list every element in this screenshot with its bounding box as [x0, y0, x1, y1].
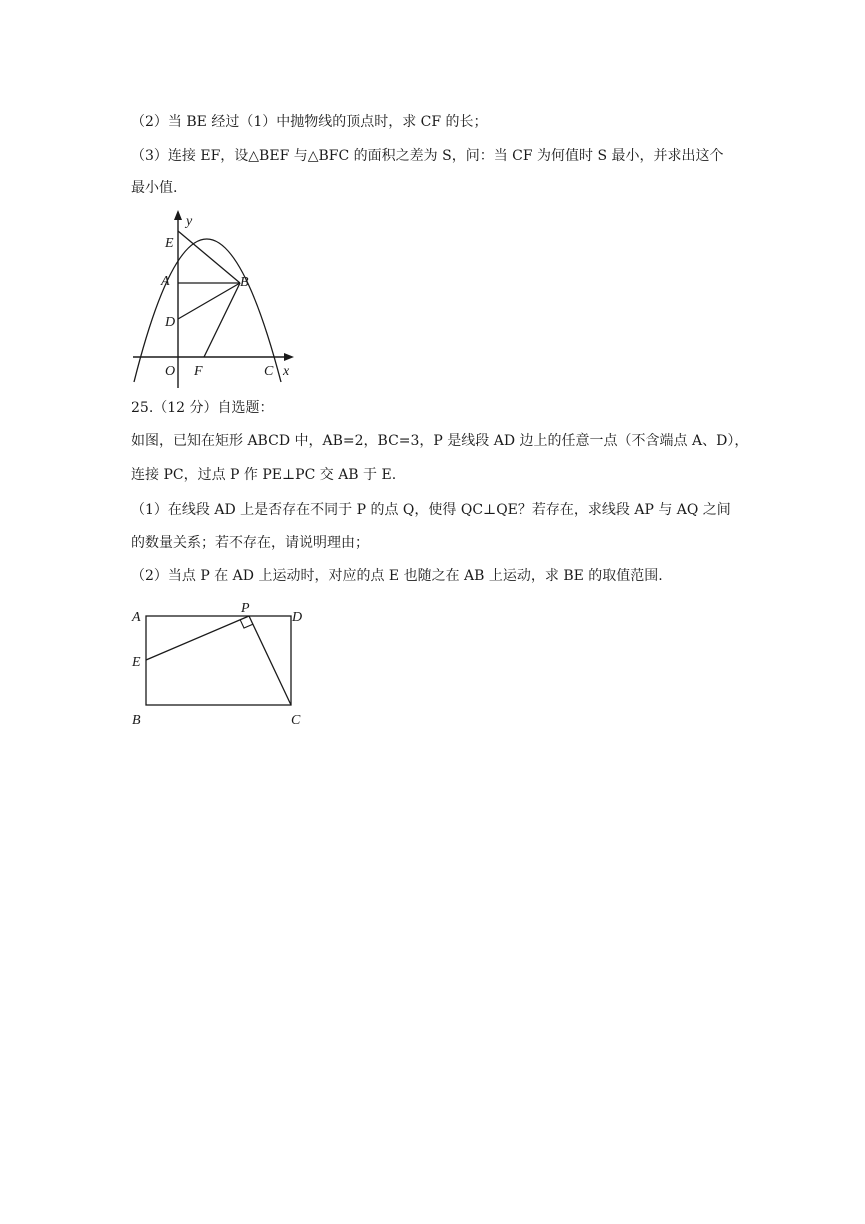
rectangle-figure — [128, 598, 308, 730]
problem24-part3-line2: 最小值. — [131, 180, 178, 196]
label-y: y — [186, 214, 193, 229]
label-D: D — [292, 610, 303, 625]
label-A: A — [161, 274, 170, 289]
label-E: E — [132, 655, 141, 670]
problem25-stem-line1: 如图，已知在矩形 ABCD 中，AB=2，BC=3，P 是线段 AD 边上的任意一点（不含端点 A、D）， — [131, 433, 749, 449]
label-B: B — [132, 713, 141, 728]
label-D: D — [165, 315, 176, 330]
problem25-part2: （2）当点 P 在 AD 上运动时，对应的点 E 也随之在 AB 上运动，求 BE 的取值范围. — [131, 568, 663, 584]
label-B: B — [240, 275, 249, 290]
problem24-part3-line1: （3）连接 EF，设△BEF 与△BFC 的面积之差为 S，问：当 CF 为何值时 S 最小，并求出这个 — [131, 148, 724, 164]
label-A: A — [132, 610, 141, 625]
parabola-figure — [125, 208, 300, 388]
problem25-part1-line1: （1）在线段 AD 上是否存在不同于 P 的点 Q，使得 QC⊥QE？若存在，求线段 AP 与 AQ 之间 — [131, 502, 731, 518]
segment-EP — [146, 616, 249, 660]
label-E: E — [165, 236, 174, 251]
x-axis-arrow — [284, 353, 294, 361]
problem24-part2: （2）当 BE 经过（1）中抛物线的顶点时，求 CF 的长； — [131, 114, 488, 130]
label-x: x — [283, 364, 290, 379]
problem25-heading: 25.（12 分）自选题： — [131, 400, 274, 416]
label-F: F — [194, 364, 203, 379]
problem25-stem-line2: 连接 PC，过点 P 作 PE⊥PC 交 AB 于 E. — [131, 467, 397, 483]
label-P: P — [241, 601, 250, 616]
label-C: C — [264, 364, 274, 379]
parabola-curve — [134, 239, 281, 382]
problem25-part1-line2: 的数量关系；若不存在，请说明理由； — [131, 535, 369, 551]
label-C: C — [291, 713, 301, 728]
label-O: O — [165, 364, 176, 379]
y-axis-arrow — [174, 210, 182, 220]
segment-PC — [249, 616, 291, 705]
